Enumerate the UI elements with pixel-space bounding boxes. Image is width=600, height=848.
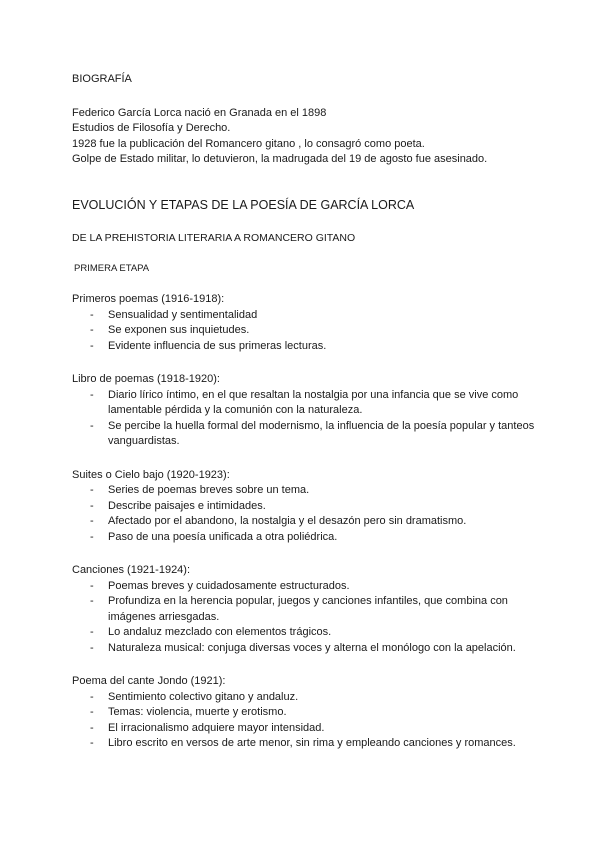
bullet-list (72, 579, 542, 657)
biografia-line: Estudios de Filosofía y Derecho. (72, 122, 231, 134)
dash-bullet-icon: - (90, 641, 94, 654)
list-item-text: Evidente influencia de sus primeras lecturas. (108, 339, 327, 352)
dash-bullet-icon: - (90, 419, 94, 432)
etapas-list (72, 292, 542, 752)
list-item-text: Sentimiento colectivo gitano y andaluz. (108, 690, 299, 703)
work-group (72, 292, 542, 354)
list-item (72, 690, 542, 706)
prehistoria-subheading: DE LA PREHISTORIA LITERARIA A ROMANCERO GITANO (72, 232, 356, 244)
biografia-line: Golpe de Estado militar, lo detuvieron, la madrugada del 19 de agosto fue asesinado. (72, 153, 488, 165)
list-item (72, 641, 542, 657)
list-item-text: Se exponen sus inquietudes. (108, 324, 250, 336)
dash-bullet-icon: - (90, 388, 94, 401)
dash-bullet-icon: - (90, 499, 94, 512)
work-title: Primeros poemas (1916-1918): (72, 293, 225, 305)
list-item-text: El irracionalismo adquiere mayor intensidad. (108, 721, 325, 734)
bullet-list (72, 483, 542, 545)
list-item (72, 514, 542, 530)
biografia-paragraph (72, 106, 542, 168)
list-item-text: Series de poemas breves sobre un tema. (108, 484, 310, 496)
work-group (72, 563, 542, 656)
dash-bullet-icon: - (90, 515, 94, 527)
dash-bullet-icon: - (90, 308, 94, 321)
list-item-text: Poemas breves y cuidadosamente estructurados. (108, 579, 350, 592)
dash-bullet-icon: - (90, 595, 94, 607)
dash-bullet-icon: - (90, 690, 94, 703)
bullet-list (72, 388, 542, 450)
list-item (72, 705, 542, 721)
work-title: Poema del cante Jondo (1921): (72, 675, 226, 687)
list-item-text: Naturaleza musical: conjuga diversas voces y alterna el monólogo con la apelación. (108, 641, 516, 654)
list-item (72, 625, 542, 641)
list-item-text: Profundiza en la herencia popular, juegos y canciones infantiles, que combina con imágenes arriesgadas. (108, 595, 508, 623)
list-item-text: Describe paisajes e intimidades. (108, 499, 266, 512)
list-item (72, 579, 542, 595)
list-item-text: Temas: violencia, muerte y erotismo. (108, 706, 287, 718)
work-group (72, 372, 542, 450)
document-page (72, 72, 542, 770)
list-item (72, 308, 542, 324)
list-item-text: Lo andaluz mezclado con elementos trágicos. (108, 626, 332, 638)
dash-bullet-icon: - (90, 324, 94, 336)
list-item-text: Se percibe la huella formal del modernismo, la influencia de la poesía popular y tanteos vanguardistas. (108, 419, 535, 447)
list-item-text: Afectado por el abandono, la nostalgia y el desazón pero sin dramatismo. (108, 515, 467, 527)
biografia-line: Federico García Lorca nació en Granada en el 1898 (72, 106, 327, 119)
dash-bullet-icon: - (90, 579, 94, 592)
work-title: Canciones (1921-1924): (72, 564, 191, 576)
dash-bullet-icon: - (90, 706, 94, 718)
list-item (72, 499, 542, 515)
list-item-text: Sensualidad y sentimentalidad (108, 308, 258, 321)
list-item (72, 388, 542, 419)
dash-bullet-icon: - (90, 721, 94, 734)
list-item (72, 323, 542, 339)
work-title: Suites o Cielo bajo (1920-1923): (72, 468, 230, 481)
evolucion-heading: EVOLUCIÓN Y ETAPAS DE LA POESÍA DE GARCÍA LORCA (72, 197, 415, 212)
bullet-list (72, 308, 542, 355)
dash-bullet-icon: - (90, 530, 94, 543)
list-item-text: Diario lírico íntimo, en el que resaltan la nostalgia por una infancia que se vive como lamentable pérdida y la comunión con la naturaleza. (108, 388, 519, 416)
list-item-text: Libro escrito en versos de arte menor, sin rima y empleando canciones y romances. (108, 737, 516, 749)
dash-bullet-icon: - (90, 484, 94, 496)
list-item (72, 339, 542, 355)
dash-bullet-icon: - (90, 737, 94, 749)
list-item-text: Paso de una poesía unificada a otra poliédrica. (108, 530, 338, 543)
biografia-line: 1928 fue la publicación del Romancero gitano , lo consagró como poeta. (72, 137, 425, 150)
list-item (72, 736, 542, 752)
work-group (72, 674, 542, 752)
work-title: Libro de poemas (1918-1920): (72, 373, 220, 385)
list-item (72, 483, 542, 499)
biografia-heading: BIOGRAFÍA (72, 73, 132, 85)
list-item (72, 594, 542, 625)
dash-bullet-icon: - (90, 339, 94, 352)
list-item (72, 530, 542, 546)
bullet-list (72, 690, 542, 752)
list-item (72, 419, 542, 450)
dash-bullet-icon: - (90, 626, 94, 638)
primera-etapa-heading: PRIMERA ETAPA (74, 262, 150, 274)
work-group (72, 468, 542, 546)
list-item (72, 721, 542, 737)
